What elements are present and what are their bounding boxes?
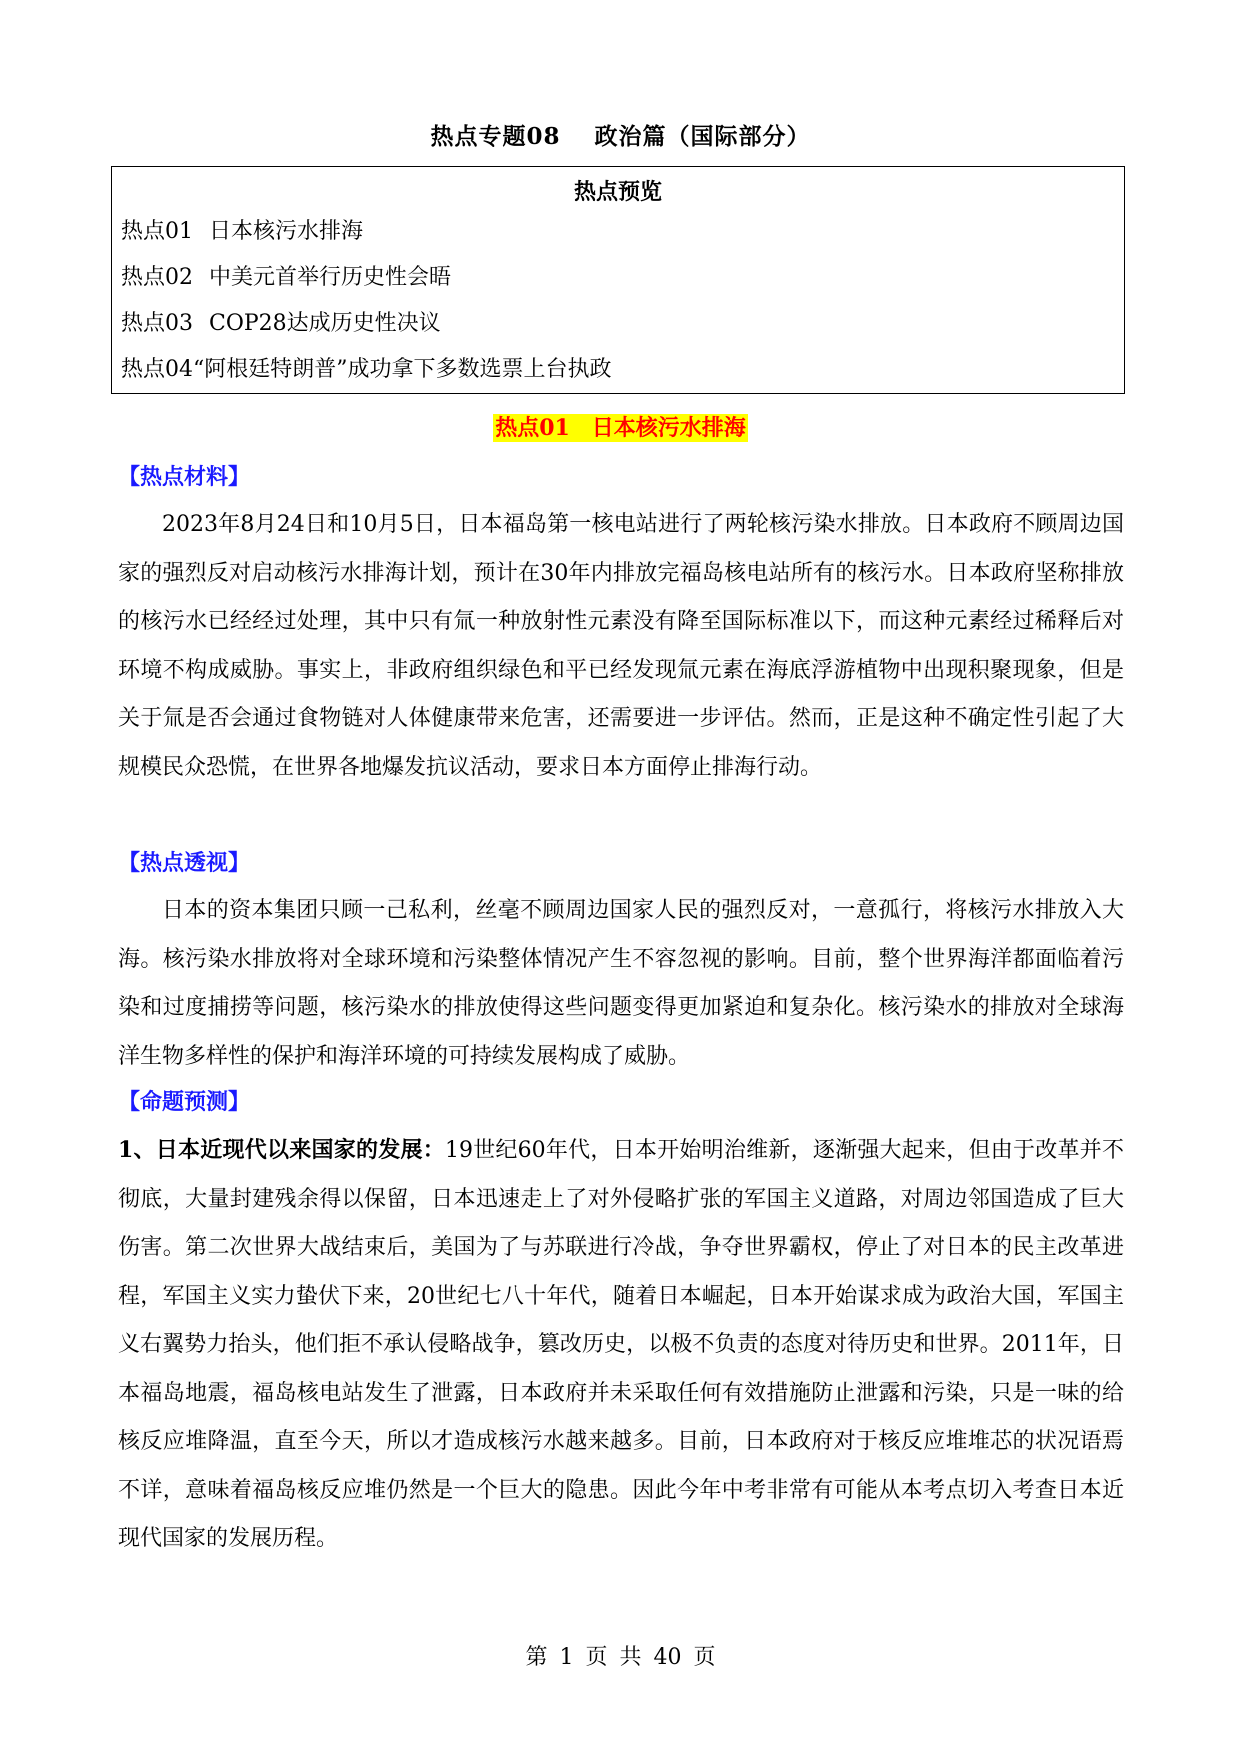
preview-item-text: 中美元首举行历史性会晤 (209, 265, 452, 290)
perspective-paragraph: 日本的资本集团只顾一己私利，丝毫不顾周边国家人民的强烈反对，一意孤行，将核污水排放入大海。核污染水排放将对全球环境和污染整体情况产生不容忽视的影响。目前，整个世界海洋都面临着污染和过度捕捞等问题，核污染水的排放使得这些问题变得更加紧迫和复杂化。核污染水的排放对全球海洋生物多样性的保护和海洋环境的可持续发展构成了威胁。 (118, 898, 1124, 1069)
preview-item-text: “阿根廷特朗普”成功拿下多数选票上台执政 (193, 357, 612, 382)
material-label: 【热点材料】 (118, 464, 251, 490)
footer-label: 页 (585, 1645, 608, 1670)
hotspot-preview-box (111, 166, 1125, 394)
prediction-lead: 1、日本近现代以来国家的发展： (118, 1137, 445, 1163)
preview-item-number: 热点04 (121, 357, 193, 382)
preview-item-number: 热点01 (121, 219, 193, 244)
perspective-label: 【热点透视】 (118, 850, 251, 876)
preview-item (112, 301, 1124, 347)
preview-item (112, 209, 1124, 255)
preview-heading: 热点预览 (573, 179, 662, 205)
total-pages: 40 (653, 1645, 682, 1670)
material-paragraph: 2023年8月24日和10月5日，日本福岛第一核电站进行了两轮核污染水排放。日本政府不顾周边国家的强烈反对启动核污水排海计划，预计在30年内排放完福岛核电站所有的核污水。日本政府坚称排放的核污水已经经过处理，其中只有氚一种放射性元素没有降至国际标准以下，而这种元素经过稀释后对环境不构成威胁。事实上，非政府组织绿色和平已经发现氚元素在海底浮游植物中出现积聚现象，但是关于氚是否会通过食物链对人体健康带来危害，还需要进一步评估。然而，正是这种不确定性引起了大规模民众恐慌，在世界各地爆发抗议活动，要求日本方面停止排海行动。 (118, 512, 1124, 780)
footer-label: 第 (525, 1645, 548, 1670)
prediction-paragraph (118, 1126, 1124, 1564)
hotspot-title-highlight: 热点01 日本核污水排海 (495, 415, 746, 441)
hotspot-section-title (0, 411, 1241, 442)
preview-item (112, 255, 1124, 301)
preview-item-text: 日本核污水排海 (209, 219, 364, 244)
footer-label: 页 (693, 1645, 716, 1670)
preview-item-number: 热点02 (121, 265, 193, 290)
title-topic: 热点专题08 (430, 123, 561, 150)
page-footer (0, 1640, 1241, 1671)
title-subject: 政治篇（国际部分） (594, 123, 811, 150)
preview-item (112, 347, 1124, 393)
page-number: 1 (559, 1645, 574, 1670)
preview-item-text: COP28达成历史性决议 (209, 311, 441, 336)
footer-label: 共 (619, 1645, 642, 1670)
preview-item-number: 热点03 (121, 311, 193, 336)
prediction-body: 19世纪60年代，日本开始明治维新，逐渐强大起来，但由于改革并不彻底，大量封建残余得以保留，日本迅速走上了对外侵略扩张的军国主义道路，对周边邻国造成了巨大伤害。第二次世界大战结束后，美国为了与苏联进行冷战，争夺世界霸权，停止了对日本的民主改革进程，军国主义实力蛰伏下来，20世纪七八十年代，随着日本崛起，日本开始谋求成为政治大国，军国主义右翼势力抬头，他们拒不承认侵略战争，篡改历史，以极不负责的态度对待历史和世界。2011年，日本福岛地震，福岛核电站发生了泄露，日本政府并未采取任何有效措施防止泄露和污染，只是一味的给核反应堆降温，直至今天，所以才造成核污水越来越多。目前，日本政府对于核反应堆堆芯的状况语焉不详，意味着福岛核反应堆仍然是一个巨大的隐患。因此今年中考非常有可能从本考点切入考查日本近现代国家的发展历程。 (118, 1138, 1124, 1551)
document-title (0, 118, 1241, 151)
prediction-label: 【命题预测】 (118, 1089, 251, 1115)
